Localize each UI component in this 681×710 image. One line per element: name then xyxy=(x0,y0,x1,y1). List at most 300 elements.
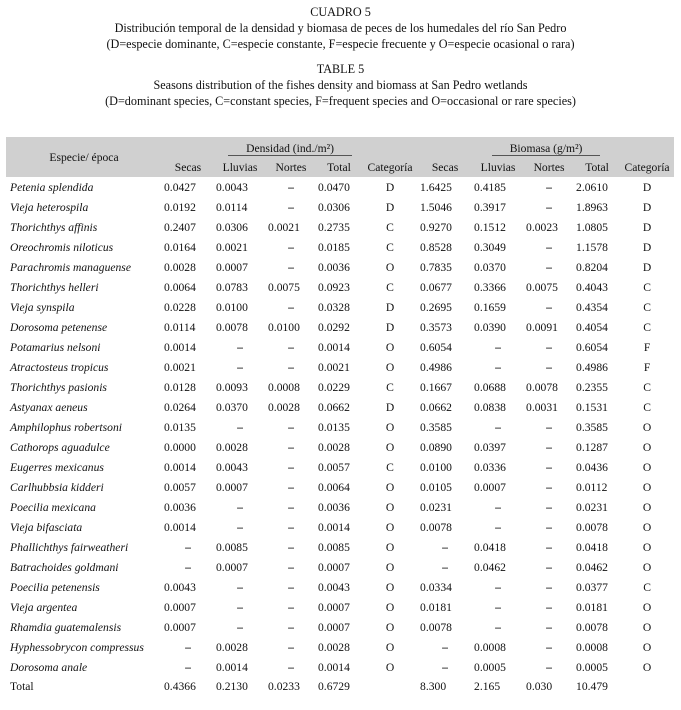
value-cell: 0.0043 xyxy=(216,460,248,474)
table-row xyxy=(6,317,674,337)
category-cell: C xyxy=(386,240,394,254)
value-cell: 0.0007 xyxy=(216,480,248,494)
species-name: Dorosoma petenense xyxy=(10,320,108,334)
value-cell: 0.0021 xyxy=(318,360,350,374)
column-header: Lluvias xyxy=(214,157,266,177)
value-cell: 0.0135 xyxy=(164,420,196,434)
value-cell: 0.4986 xyxy=(576,360,608,374)
category-cell: O xyxy=(385,620,395,634)
value-cell: – xyxy=(546,420,552,434)
header-row-groups xyxy=(6,137,674,157)
category-cell: O xyxy=(642,480,652,494)
table-body xyxy=(6,177,674,695)
value-cell: 0.0005 xyxy=(474,660,506,674)
table-row xyxy=(6,637,674,657)
value-cell: 0.4986 xyxy=(420,360,452,374)
category-cell: F xyxy=(643,360,651,374)
table-row xyxy=(6,617,674,637)
value-cell: 0.0014 xyxy=(164,520,196,534)
value-cell: 0.4043 xyxy=(576,280,608,294)
category-cell: O xyxy=(385,360,395,374)
category-cell: O xyxy=(385,440,395,454)
value-cell: 0.0662 xyxy=(420,400,452,414)
density-group-header xyxy=(162,137,418,157)
table-row xyxy=(6,537,674,557)
total-row xyxy=(6,677,674,695)
species-name: Phallichthys fairweatheri xyxy=(10,540,129,554)
species-name: Amphilophus robertsoni xyxy=(10,420,122,434)
category-cell: O xyxy=(642,420,652,434)
value-cell: – xyxy=(442,540,448,554)
value-cell: 0.0064 xyxy=(164,280,196,294)
category-cell: O xyxy=(642,620,652,634)
category-cell: O xyxy=(385,560,395,574)
value-cell: 0.0192 xyxy=(164,200,196,214)
species-name: Atractosteus tropicus xyxy=(10,360,109,374)
value-cell: – xyxy=(288,460,294,474)
value-cell: 0.0028 xyxy=(216,440,248,454)
value-cell: 1.8963 xyxy=(576,200,608,214)
value-cell: 0.0370 xyxy=(474,260,506,274)
value-cell: – xyxy=(546,540,552,554)
category-cell: C xyxy=(386,280,394,294)
value-cell: 0.0462 xyxy=(576,560,608,574)
biomass-header-label: Biomasa (g/m²) xyxy=(492,142,601,156)
caption-es-note: (D=especie dominante, C=especie constante, F=especie frecuente y O=especie ocasional o rara) xyxy=(106,37,575,51)
value-cell: 0.0233 xyxy=(268,679,300,693)
table-row xyxy=(6,377,674,397)
value-cell: 0.0397 xyxy=(474,440,506,454)
value-cell: 0.0000 xyxy=(164,440,196,454)
value-cell: – xyxy=(546,200,552,214)
value-cell: – xyxy=(237,360,243,374)
table-row xyxy=(6,197,674,217)
value-cell: 8.300 xyxy=(420,679,447,693)
table-row xyxy=(6,177,674,197)
value-cell: 0.0231 xyxy=(420,500,452,514)
value-cell: – xyxy=(288,480,294,494)
value-cell: 0.0007 xyxy=(318,560,350,574)
value-cell: – xyxy=(288,360,294,374)
value-cell: 0.0014 xyxy=(164,340,196,354)
category-cell: O xyxy=(642,440,652,454)
table-row xyxy=(6,357,674,377)
species-name: Parachromis managuense xyxy=(10,260,131,274)
species-header: Especie/ época xyxy=(6,137,162,177)
value-cell: 0.0185 xyxy=(318,240,350,254)
value-cell: 0.0014 xyxy=(318,660,350,674)
value-cell: 0.0043 xyxy=(318,580,350,594)
species-name: Thorichthys pasionis xyxy=(10,380,107,394)
value-cell: 0.0228 xyxy=(164,300,196,314)
category-cell: C xyxy=(643,380,651,394)
value-cell: 0.0164 xyxy=(164,240,196,254)
table-row xyxy=(6,437,674,457)
species-name: Dorosoma anale xyxy=(10,660,88,674)
value-cell: 0.0007 xyxy=(164,620,196,634)
value-cell: 0.0427 xyxy=(164,180,196,194)
value-cell: – xyxy=(288,600,294,614)
species-name: Hyphessobrycon compressus xyxy=(10,640,144,654)
value-cell: 0.0890 xyxy=(420,440,452,454)
value-cell: 0.0328 xyxy=(318,300,350,314)
category-cell: D xyxy=(385,400,395,414)
value-cell: – xyxy=(237,580,243,594)
value-cell: 0.3366 xyxy=(474,280,506,294)
category-cell: D xyxy=(385,180,395,194)
value-cell: 0.0688 xyxy=(474,380,506,394)
value-cell: 0.0057 xyxy=(318,460,350,474)
value-cell: 0.0021 xyxy=(268,220,300,234)
value-cell: – xyxy=(185,660,191,674)
category-cell: O xyxy=(642,640,652,654)
value-cell: – xyxy=(546,260,552,274)
value-cell: – xyxy=(288,180,294,194)
value-cell: – xyxy=(546,560,552,574)
value-cell: 0.2735 xyxy=(318,220,350,234)
category-cell: O xyxy=(385,540,395,554)
value-cell: – xyxy=(546,180,552,194)
value-cell: 2.165 xyxy=(474,679,501,693)
table-row xyxy=(6,657,674,677)
species-name: Vieja heterospila xyxy=(10,200,89,214)
value-cell: 0.3049 xyxy=(474,240,506,254)
value-cell: 0.0100 xyxy=(420,460,452,474)
value-cell: 0.0923 xyxy=(318,280,350,294)
value-cell: – xyxy=(546,580,552,594)
caption-english xyxy=(0,61,681,109)
value-cell: 0.0093 xyxy=(216,380,248,394)
value-cell: 0.0028 xyxy=(164,260,196,274)
value-cell: – xyxy=(288,540,294,554)
table-row xyxy=(6,597,674,617)
species-name: Batrachoides goldmani xyxy=(10,560,119,574)
value-cell: – xyxy=(237,420,243,434)
value-cell: – xyxy=(546,660,552,674)
value-cell: 0.0064 xyxy=(318,480,350,494)
value-cell: 0.0014 xyxy=(318,340,350,354)
value-cell: 0.0105 xyxy=(420,480,452,494)
value-cell: 0.0306 xyxy=(318,200,350,214)
value-cell: 0.0008 xyxy=(268,380,300,394)
value-cell: 0.0470 xyxy=(318,180,350,194)
value-cell: 0.0078 xyxy=(216,320,248,334)
species-name: Thorichthys affinis xyxy=(10,220,98,234)
value-cell: 0.0043 xyxy=(164,580,196,594)
value-cell: 0.0014 xyxy=(318,520,350,534)
value-cell: 0.3585 xyxy=(420,420,452,434)
table-row xyxy=(6,577,674,597)
value-cell: – xyxy=(442,660,448,674)
value-cell: – xyxy=(495,340,501,354)
value-cell: 0.0418 xyxy=(474,540,506,554)
category-cell: D xyxy=(642,200,652,214)
value-cell: 0.030 xyxy=(526,679,553,693)
category-cell: D xyxy=(642,260,652,274)
value-cell: – xyxy=(288,200,294,214)
caption-en-note: (D=dominant species, C=constant species, F=frequent species and O=occasional or rare species) xyxy=(105,94,576,108)
value-cell: 0.0005 xyxy=(576,660,608,674)
value-cell: 0.1512 xyxy=(474,220,506,234)
value-cell: – xyxy=(546,620,552,634)
value-cell: – xyxy=(442,560,448,574)
value-cell: 0.1531 xyxy=(576,400,608,414)
value-cell: – xyxy=(185,560,191,574)
category-cell: O xyxy=(385,520,395,534)
species-name: Oreochromis niloticus xyxy=(10,240,114,254)
value-cell: – xyxy=(442,640,448,654)
category-cell: C xyxy=(643,280,651,294)
value-cell: 0.6054 xyxy=(420,340,452,354)
caption-es-title: Distribución temporal de la densidad y biomasa de peces de los humedales del río San Pedro xyxy=(114,21,567,35)
value-cell: – xyxy=(288,240,294,254)
table-row xyxy=(6,397,674,417)
category-cell: O xyxy=(385,500,395,514)
table-row xyxy=(6,497,674,517)
caption-en-label: TABLE 5 xyxy=(316,62,365,76)
value-cell: 0.2355 xyxy=(576,380,608,394)
value-cell: 0.0436 xyxy=(576,460,608,474)
value-cell: 0.0677 xyxy=(420,280,452,294)
species-name: Potamarius nelsoni xyxy=(10,340,101,354)
table-row xyxy=(6,417,674,437)
value-cell: – xyxy=(288,340,294,354)
value-cell: 0.0114 xyxy=(216,200,248,214)
category-cell: D xyxy=(385,300,395,314)
value-cell: 0.0021 xyxy=(216,240,248,254)
species-name: Poecilia mexicana xyxy=(10,500,96,514)
value-cell: 0.0112 xyxy=(576,480,608,494)
value-cell: 0.0336 xyxy=(474,460,506,474)
value-cell: 0.0418 xyxy=(576,540,608,554)
species-name: Vieja synspila xyxy=(10,300,75,314)
value-cell: 0.0014 xyxy=(216,660,248,674)
value-cell: 0.9270 xyxy=(420,220,452,234)
caption-spanish xyxy=(0,4,681,52)
value-cell: 0.0007 xyxy=(164,600,196,614)
category-cell: C xyxy=(386,460,394,474)
category-cell: O xyxy=(385,580,395,594)
category-cell: O xyxy=(385,640,395,654)
value-cell: 0.0370 xyxy=(216,400,248,414)
value-cell: – xyxy=(185,640,191,654)
value-cell: 0.3585 xyxy=(576,420,608,434)
value-cell: – xyxy=(288,260,294,274)
value-cell: 0.2695 xyxy=(420,300,452,314)
value-cell: – xyxy=(288,420,294,434)
category-cell: O xyxy=(385,480,395,494)
column-header: Secas xyxy=(418,157,472,177)
column-header: Lluvias xyxy=(472,157,524,177)
species-name: Thorichthys helleri xyxy=(10,280,99,294)
category-cell: C xyxy=(386,380,394,394)
value-cell: 0.0135 xyxy=(318,420,350,434)
value-cell: – xyxy=(546,240,552,254)
value-cell: 0.0462 xyxy=(474,560,506,574)
value-cell: – xyxy=(185,540,191,554)
value-cell: 0.0036 xyxy=(318,260,350,274)
category-cell: O xyxy=(385,420,395,434)
category-cell: C xyxy=(643,320,651,334)
value-cell: 0.0078 xyxy=(576,620,608,634)
category-cell: C xyxy=(643,400,651,414)
value-cell: – xyxy=(495,500,501,514)
caption-en-title: Seasons distribution of the fishes density and biomass at San Pedro wetlands xyxy=(153,78,528,92)
species-name: Cathorops aguadulce xyxy=(10,440,110,454)
value-cell: 0.0007 xyxy=(318,620,350,634)
category-cell: O xyxy=(642,520,652,534)
value-cell: – xyxy=(288,500,294,514)
value-cell: – xyxy=(546,500,552,514)
table-row xyxy=(6,277,674,297)
species-name: Carlhubbsia kidderi xyxy=(10,480,104,494)
value-cell: – xyxy=(288,580,294,594)
biomass-group-header xyxy=(418,137,674,157)
value-cell: 0.3917 xyxy=(474,200,506,214)
table-row xyxy=(6,517,674,537)
species-name: Rhamdia guatemalensis xyxy=(10,620,122,634)
value-cell: 0.0085 xyxy=(216,540,248,554)
value-cell: 1.1578 xyxy=(576,240,608,254)
density-header-label: Densidad (ind./m²) xyxy=(228,142,352,156)
value-cell: – xyxy=(546,640,552,654)
category-cell: D xyxy=(642,240,652,254)
value-cell: 0.0838 xyxy=(474,400,506,414)
value-cell: 0.0078 xyxy=(526,380,558,394)
value-cell: 0.0028 xyxy=(268,400,300,414)
table-row xyxy=(6,557,674,577)
value-cell: 0.0181 xyxy=(576,600,608,614)
value-cell: 10.479 xyxy=(576,679,608,693)
value-cell: 0.8204 xyxy=(576,260,608,274)
value-cell: – xyxy=(288,440,294,454)
value-cell: 0.0334 xyxy=(420,580,452,594)
value-cell: 0.0783 xyxy=(216,280,248,294)
species-name: Eugerres mexicanus xyxy=(10,460,104,474)
value-cell: – xyxy=(237,620,243,634)
value-cell: 0.4366 xyxy=(164,679,196,693)
category-cell: O xyxy=(642,660,652,674)
value-cell: 0.0128 xyxy=(164,380,196,394)
value-cell: – xyxy=(495,600,501,614)
value-cell: – xyxy=(288,640,294,654)
value-cell: 0.1287 xyxy=(576,440,608,454)
value-cell: 0.0008 xyxy=(576,640,608,654)
value-cell: 0.0078 xyxy=(420,520,452,534)
value-cell: 0.0036 xyxy=(164,500,196,514)
value-cell: – xyxy=(546,440,552,454)
species-name: Vieja bifasciata xyxy=(10,520,83,534)
value-cell: – xyxy=(237,340,243,354)
value-cell: – xyxy=(495,520,501,534)
column-header: Categoría xyxy=(620,157,674,177)
value-cell: 2.0610 xyxy=(576,180,608,194)
value-cell: 0.0229 xyxy=(318,380,350,394)
value-cell: – xyxy=(237,520,243,534)
category-cell: D xyxy=(385,200,395,214)
value-cell: – xyxy=(546,340,552,354)
value-cell: 0.6054 xyxy=(576,340,608,354)
value-cell: – xyxy=(495,580,501,594)
value-cell: 0.0114 xyxy=(164,320,196,334)
caption-es-label: CUADRO 5 xyxy=(310,5,371,19)
category-cell: C xyxy=(643,580,651,594)
data-table xyxy=(6,137,674,695)
table-row xyxy=(6,477,674,497)
value-cell: 0.0264 xyxy=(164,400,196,414)
column-header: Categoría xyxy=(362,157,418,177)
value-cell: – xyxy=(288,620,294,634)
value-cell: – xyxy=(288,560,294,574)
value-cell: 0.0100 xyxy=(216,300,248,314)
value-cell: 0.0662 xyxy=(318,400,350,414)
value-cell: 0.2130 xyxy=(216,679,248,693)
value-cell: 0.0028 xyxy=(318,440,350,454)
value-cell: 0.0031 xyxy=(526,400,558,414)
species-name: Poecilia petenensis xyxy=(10,580,100,594)
value-cell: – xyxy=(237,600,243,614)
value-cell: 1.5046 xyxy=(420,200,452,214)
value-cell: 0.0292 xyxy=(318,320,350,334)
table-row xyxy=(6,237,674,257)
value-cell: 0.8528 xyxy=(420,240,452,254)
value-cell: – xyxy=(546,300,552,314)
species-name: Petenia splendida xyxy=(10,180,94,194)
species-name: Vieja argentea xyxy=(10,600,78,614)
value-cell: 0.1667 xyxy=(420,380,452,394)
value-cell: 0.3573 xyxy=(420,320,452,334)
value-cell: 0.0043 xyxy=(216,180,248,194)
value-cell: 0.0306 xyxy=(216,220,248,234)
value-cell: 0.7835 xyxy=(420,260,452,274)
category-cell xyxy=(362,677,418,695)
table-row xyxy=(6,457,674,477)
value-cell: – xyxy=(495,620,501,634)
value-cell: – xyxy=(495,420,501,434)
category-cell: O xyxy=(642,600,652,614)
value-cell: 0.0390 xyxy=(474,320,506,334)
value-cell: 0.0008 xyxy=(474,640,506,654)
value-cell: 0.0075 xyxy=(526,280,558,294)
value-cell: 0.0014 xyxy=(164,460,196,474)
value-cell: – xyxy=(546,460,552,474)
value-cell: 0.0007 xyxy=(216,260,248,274)
table-row xyxy=(6,337,674,357)
value-cell: – xyxy=(288,300,294,314)
category-cell: O xyxy=(642,500,652,514)
category-cell: D xyxy=(642,180,652,194)
category-cell: O xyxy=(385,340,395,354)
value-cell: 0.0028 xyxy=(318,640,350,654)
column-header: Nortes xyxy=(524,157,574,177)
value-cell: 0.0036 xyxy=(318,500,350,514)
value-cell: – xyxy=(546,600,552,614)
category-cell: O xyxy=(642,540,652,554)
category-cell: F xyxy=(643,340,651,354)
category-cell: D xyxy=(385,320,395,334)
category-cell: C xyxy=(643,300,651,314)
category-cell: O xyxy=(642,560,652,574)
table-header xyxy=(6,137,674,177)
value-cell: – xyxy=(288,520,294,534)
value-cell: 0.0181 xyxy=(420,600,452,614)
value-cell: 0.0075 xyxy=(268,280,300,294)
value-cell: 0.0377 xyxy=(576,580,608,594)
category-cell: O xyxy=(385,600,395,614)
value-cell: 0.0057 xyxy=(164,480,196,494)
value-cell: – xyxy=(495,360,501,374)
value-cell: 0.0007 xyxy=(474,480,506,494)
